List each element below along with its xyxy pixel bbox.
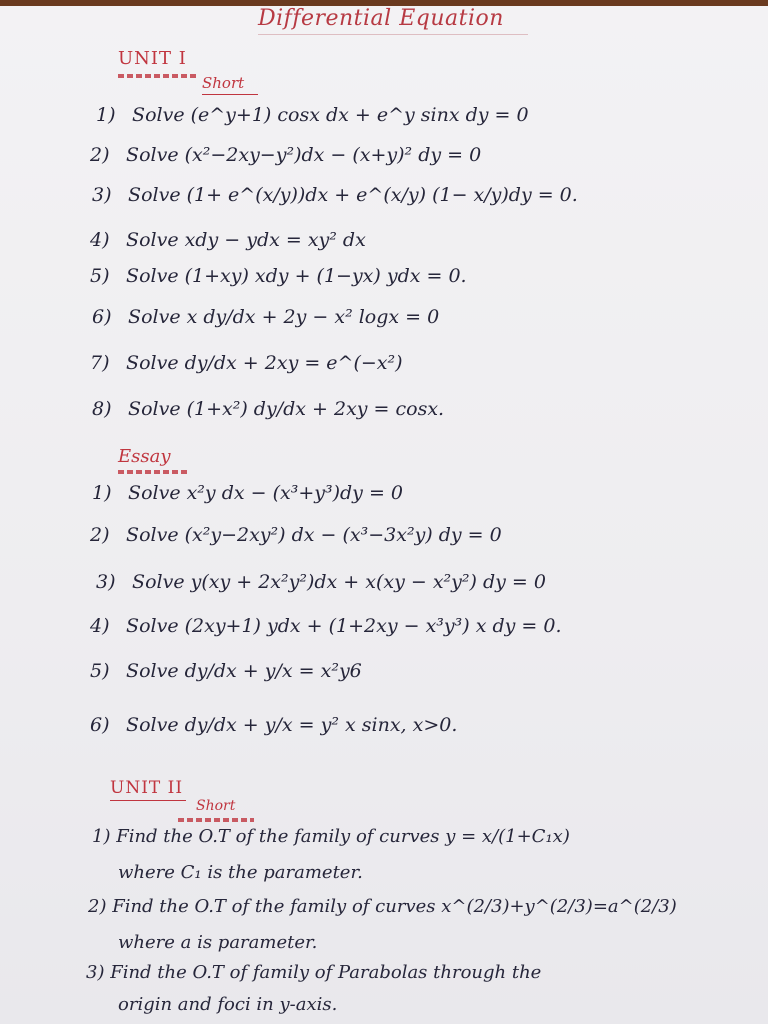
ot-question-line	[88, 896, 677, 917]
question-line	[90, 524, 502, 546]
question-number: 1)	[96, 104, 116, 126]
question-text: Solve (1+ e^(x/y))dx + e^(x/y) (1− x/y)dy = 0.	[128, 184, 578, 206]
question-text: Find the O.T of family of Parabolas through the	[110, 962, 542, 983]
question-line	[92, 482, 403, 504]
question-line	[96, 571, 546, 593]
question-text: Find the O.T of the family of curves x^(2/3)+y^(2/3)=a^(2/3)	[112, 896, 677, 917]
question-number: 2)	[90, 524, 110, 546]
ot-question-line	[118, 932, 317, 953]
question-number: 6)	[92, 306, 112, 328]
question-number: 3)	[86, 962, 105, 983]
question-text: where a is parameter.	[118, 932, 318, 953]
title-underline	[258, 34, 528, 35]
unit-2-underline	[110, 800, 186, 801]
question-line	[90, 352, 403, 374]
question-number: 3)	[92, 184, 112, 206]
question-number: 2)	[90, 144, 110, 166]
question-text: Solve (x²−2xy−y²)dx − (x+y)² dy = 0	[126, 144, 482, 166]
ot-question-line	[118, 994, 337, 1015]
question-text: Solve (2xy+1) ydx + (1+2xy − x³y³) x dy = 0.	[126, 615, 562, 637]
question-line	[92, 184, 578, 206]
question-text: Solve x dy/dx + 2y − x² logx = 0	[128, 306, 440, 328]
question-number: 2)	[88, 896, 107, 917]
essay-underline	[118, 470, 190, 474]
question-text: Solve dy/dx + y/x = x²y6	[126, 660, 362, 682]
ot-question-line	[86, 962, 541, 983]
question-line	[90, 144, 481, 166]
question-line	[90, 229, 366, 251]
question-line	[90, 615, 562, 637]
question-text: Solve (x²y−2xy²) dx − (x³−3x²y) dy = 0	[126, 524, 502, 546]
question-line	[92, 398, 444, 420]
unit-1-short-label: Short	[202, 74, 245, 92]
question-number: 4)	[90, 229, 110, 251]
question-number: 5)	[90, 660, 110, 682]
question-text: Find the O.T of the family of curves y = x/(1+C₁x)	[116, 826, 570, 847]
unit-1-heading: UNIT I	[118, 48, 187, 69]
unit-2-heading: UNIT II	[110, 778, 184, 798]
question-line	[90, 714, 457, 736]
question-text: Solve (1+x²) dy/dx + 2xy = cosx.	[128, 398, 445, 420]
ot-question-line	[92, 826, 570, 847]
question-text: where C₁ is the parameter.	[118, 862, 363, 883]
question-text: Solve dy/dx + 2xy = e^(−x²)	[126, 352, 403, 374]
unit-2-short-underline	[178, 818, 254, 822]
question-number: 8)	[92, 398, 112, 420]
question-text: Solve y(xy + 2x²y²)dx + x(xy − x²y²) dy = 0	[132, 571, 546, 593]
question-line	[96, 104, 529, 126]
question-number: 4)	[90, 615, 110, 637]
ot-question-line	[118, 862, 363, 883]
question-number: 6)	[90, 714, 110, 736]
unit-2-short-label: Short	[196, 798, 236, 814]
question-text: Solve (e^y+1) cosx dx + e^y sinx dy = 0	[132, 104, 529, 126]
question-line	[90, 660, 362, 682]
question-text: Solve dy/dx + y/x = y² x sinx, x>0.	[126, 714, 458, 736]
question-text: Solve xdy − ydx = xy² dx	[126, 229, 366, 251]
question-text: Solve (1+xy) xdy + (1−yx) ydx = 0.	[126, 265, 467, 287]
question-text: Solve x²y dx − (x³+y³)dy = 0	[128, 482, 403, 504]
question-number: 1)	[92, 482, 112, 504]
question-number: 5)	[90, 265, 110, 287]
question-number: 3)	[96, 571, 116, 593]
question-number: 7)	[90, 352, 110, 374]
essay-label: Essay	[118, 446, 171, 467]
unit-1-underline	[118, 74, 196, 78]
question-line	[92, 306, 439, 328]
short-label-underline	[202, 94, 258, 95]
page-title: Differential Equation	[258, 6, 504, 31]
question-number: 1)	[92, 826, 111, 847]
question-text: origin and foci in y-axis.	[118, 994, 338, 1015]
question-line	[90, 265, 467, 287]
